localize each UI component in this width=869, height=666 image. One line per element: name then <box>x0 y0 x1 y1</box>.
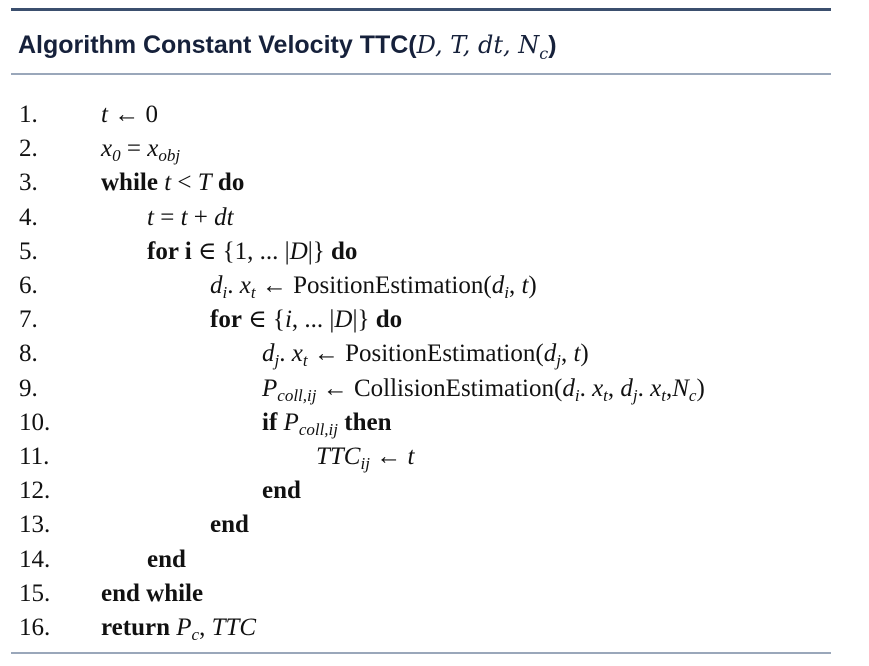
math-symbol: P <box>176 614 192 641</box>
line-code <box>101 611 256 652</box>
line-number: 10. <box>19 408 51 436</box>
math-symbol: d <box>620 374 633 402</box>
code-text: = <box>153 203 181 231</box>
math-symbol: TTC <box>211 614 257 641</box>
keyword: while <box>101 169 165 197</box>
code-text: , <box>560 340 574 368</box>
line-number: 7. <box>19 306 38 334</box>
line-code <box>101 98 158 132</box>
math-symbol: d <box>562 374 575 402</box>
top-rule <box>11 8 831 11</box>
keyword: if <box>262 408 284 436</box>
math-symbol: D <box>289 237 308 265</box>
line-number: 15. <box>19 579 51 607</box>
keyword: end <box>210 511 249 539</box>
subscript: coll,ij <box>277 385 317 405</box>
code-text: , ... | <box>291 306 335 334</box>
code-text: . <box>637 374 651 402</box>
subscript: coll,ij <box>298 419 339 439</box>
subscript: t <box>661 385 666 405</box>
line-number: 9. <box>19 374 38 402</box>
math-symbol: i <box>284 306 292 334</box>
line-number: 2. <box>19 135 38 163</box>
math-symbol: t <box>101 101 108 128</box>
subscript: c <box>191 625 200 644</box>
line-code <box>147 543 186 577</box>
math-symbol: t <box>164 169 172 197</box>
math-symbol: d <box>491 272 505 299</box>
keyword: then <box>338 408 392 436</box>
code-text: = <box>120 135 148 163</box>
code-text: ← PositionEstimation( <box>255 272 492 299</box>
line-code <box>210 508 249 542</box>
code-text: + <box>187 203 215 231</box>
keyword: for <box>210 306 242 334</box>
code-text: ← 0 <box>107 101 158 128</box>
line-code <box>101 166 244 200</box>
code-text: |} <box>307 237 332 265</box>
code-text: , <box>665 374 673 402</box>
line-number: 6. <box>19 272 38 299</box>
subscript: t <box>250 283 256 302</box>
subscript: 0 <box>112 146 121 166</box>
subscript: t <box>302 351 308 371</box>
line-number: 4. <box>19 203 38 231</box>
code-text: ) <box>696 374 705 402</box>
line-number: 14. <box>19 545 51 573</box>
math-symbol: t <box>180 203 188 231</box>
code-text: ← CollisionEstimation( <box>316 374 563 402</box>
subscript: t <box>603 385 608 405</box>
keyword: do <box>331 237 358 265</box>
code-text: ∈ { <box>241 306 285 334</box>
subscript: c <box>688 385 697 405</box>
code-text: . <box>227 272 240 299</box>
line-number: 1. <box>19 101 38 128</box>
title-rule <box>11 73 831 75</box>
subscript: i <box>504 283 509 302</box>
math-symbol: x <box>147 135 159 163</box>
title-params <box>416 31 549 63</box>
algorithm-title <box>18 27 557 63</box>
math-symbol: dt <box>214 203 234 231</box>
math-symbol: N <box>672 374 689 402</box>
subscript: j <box>556 351 561 371</box>
line-code <box>210 303 402 337</box>
keyword: end <box>147 545 186 573</box>
math-symbol: t <box>521 272 529 299</box>
line-number: 8. <box>19 340 38 368</box>
title-params-subscript: c <box>539 43 549 63</box>
subscript: i <box>574 385 580 405</box>
math-symbol: x <box>291 340 303 368</box>
code-text: , <box>199 614 212 641</box>
math-symbol: t <box>407 443 415 470</box>
math-symbol: TTC <box>316 443 361 470</box>
keyword: end <box>262 477 301 505</box>
code-text: < <box>171 169 198 197</box>
math-symbol: x <box>592 374 604 402</box>
title-suffix: ) <box>548 31 557 59</box>
bottom-rule <box>11 652 831 654</box>
line-code <box>101 577 203 611</box>
subscript: j <box>274 351 280 371</box>
math-symbol: x <box>650 374 662 402</box>
code-text: ← PositionEstimation( <box>307 340 544 368</box>
title-params-text: D, T, dt, N <box>416 31 540 59</box>
keyword: end while <box>101 579 204 607</box>
math-symbol: T <box>197 169 212 197</box>
line-code <box>147 201 234 235</box>
math-symbol: D <box>334 306 353 334</box>
line-number: 16. <box>19 614 51 641</box>
line-number: 12. <box>19 477 51 505</box>
code-text: , <box>508 272 522 299</box>
title-prefix: Algorithm Constant Velocity TTC( <box>18 31 417 59</box>
code-text: , <box>607 374 621 402</box>
code-text: ) <box>528 272 537 299</box>
math-symbol: d <box>210 272 223 299</box>
line-number: 5. <box>19 237 38 265</box>
subscript: obj <box>158 146 181 166</box>
subscript: j <box>632 385 638 405</box>
math-symbol: P <box>283 408 299 436</box>
math-symbol: t <box>147 203 154 231</box>
line-code <box>316 440 414 481</box>
keyword: for i <box>147 237 198 265</box>
line-code <box>262 474 301 508</box>
math-symbol: d <box>543 340 557 368</box>
line-number: 13. <box>19 511 51 539</box>
subscript: ij <box>360 454 370 473</box>
code-text: ← <box>369 443 408 470</box>
code-text: . <box>279 340 292 368</box>
keyword: do <box>211 169 245 197</box>
math-symbol: P <box>262 374 278 402</box>
line-number: 11. <box>19 443 50 470</box>
math-symbol: x <box>239 272 251 299</box>
math-symbol: t <box>573 340 581 368</box>
code-text: |} <box>352 306 376 334</box>
line-number: 3. <box>19 169 38 197</box>
subscript: i <box>222 283 228 302</box>
keyword: do <box>375 306 403 334</box>
code-text: . <box>579 374 593 402</box>
code-text: ∈ {1, ... | <box>197 237 290 265</box>
line-code <box>147 235 357 269</box>
code-text: ) <box>580 340 589 368</box>
math-symbol: x <box>101 135 113 163</box>
keyword: return <box>101 614 177 641</box>
math-symbol: d <box>262 340 275 368</box>
